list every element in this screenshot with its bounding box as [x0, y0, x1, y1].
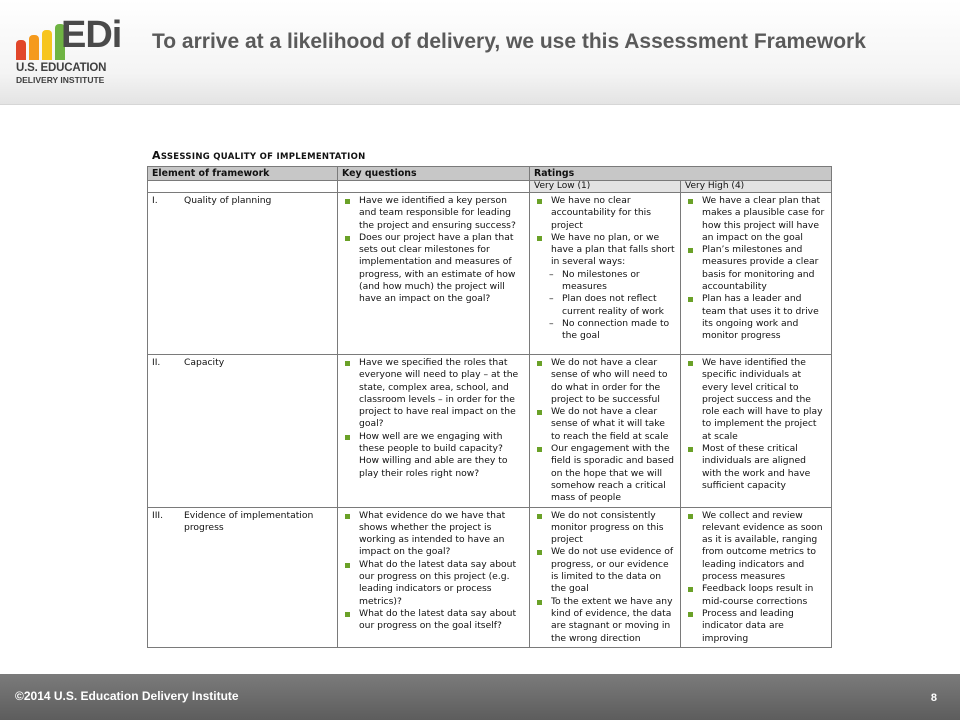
assessment-table	[147, 166, 832, 648]
questions-cell	[338, 355, 530, 508]
very-low-cell	[530, 507, 681, 647]
logo-subtitle-line2: DELIVERY INSTITUTE	[16, 75, 105, 85]
copyright-text: ©2014 U.S. Education Delivery Institute	[15, 689, 239, 703]
edi-logo	[16, 14, 122, 90]
bullet-item: What do the latest data say about our progress on the goal itself?	[342, 608, 525, 633]
slide-footer	[0, 674, 960, 720]
bullet-item: Process and leading indicator data are improving	[685, 608, 827, 645]
table-row	[148, 193, 832, 355]
table-row	[148, 507, 832, 647]
slide-header	[0, 0, 960, 105]
element-cell	[148, 193, 338, 355]
bullet-item: What do the latest data say about our progress on this project (e.g. leading indicators or process metrics)?	[342, 559, 525, 608]
page-number: 8	[930, 692, 937, 704]
document-heading: ASSESSING QUALITY OF IMPLEMENTATION	[152, 149, 366, 162]
header-key-questions: Key questions	[338, 167, 530, 181]
very-high-cell	[681, 355, 832, 508]
bullet-item: We have identified the specific individuals at every level critical to project success and the role each will have to play to implement the project at scale	[685, 357, 827, 443]
assessment-framework-document	[147, 146, 831, 648]
very-low-cell	[530, 355, 681, 508]
element-label: Evidence of implementation progress	[184, 509, 314, 533]
bullet-item: Have we identified a key person and team responsible for leading the project and ensuring success?	[342, 195, 525, 232]
bullet-item: We do not have a clear sense of who will need to do what in order for the project to be successful	[534, 357, 676, 406]
element-label: Quality of planning	[184, 195, 272, 206]
questions-cell	[338, 507, 530, 647]
bullet-item: We have no clear accountability for this project	[534, 195, 676, 232]
bullet-item: Most of these critical individuals are aligned with the work and have sufficient capacity	[685, 443, 827, 492]
bullet-item: Our engagement with the field is sporadic and based on the hope that we will somehow reach a critical mass of people	[534, 443, 676, 504]
bullet-item: We collect and review relevant evidence as soon as it is available, ranging from outcome metrics to leading indicators and process measures	[685, 510, 827, 584]
sub-bullet-item: – No connection made to the goal	[534, 318, 676, 343]
slide-title: To arrive at a likelihood of delivery, we use this Assessment Framework	[152, 30, 866, 53]
bullet-item: To the extent we have any kind of evidence, the data are stagnant or moving in the wrong direction	[534, 596, 676, 645]
table-header-row	[148, 167, 832, 181]
very-low-cell	[530, 193, 681, 355]
sub-bullet-item: – No milestones or measures	[534, 269, 676, 294]
table-row	[148, 355, 832, 508]
bullet-item: How well are we engaging with these people to build capacity? How willing and able are they to play their roles right now?	[342, 431, 525, 480]
bullet-item: Plan’s milestones and measures provide a clear basis for monitoring and accountability	[685, 244, 827, 293]
rating-subheader-row	[148, 181, 832, 193]
element-cell	[148, 507, 338, 647]
questions-cell	[338, 193, 530, 355]
element-number: I.	[152, 195, 158, 206]
bullet-item: We do not use evidence of progress, or our evidence is limited to the data on the goal	[534, 546, 676, 595]
bullet-item: What evidence do we have that shows whether the project is working as intended to have an impact on the goal?	[342, 510, 525, 559]
bullet-item: Have we specified the roles that everyone will need to play – at the state, complex area, school, and classroom levels – in order for the project to have real impact on the goal?	[342, 357, 525, 431]
rating-very-high-label: Very High (4)	[681, 181, 832, 193]
element-number: II.	[152, 357, 161, 368]
bullet-item: We have a clear plan that makes a plausible case for how this project will have an impact on the goal	[685, 195, 827, 244]
logo-subtitle-line1: U.S. EDUCATION	[16, 62, 107, 74]
bullet-item: Plan has a leader and team that uses it to drive its ongoing work and monitor progress	[685, 293, 827, 342]
bullet-item: We do not have a clear sense of what it will take to reach the field at scale	[534, 406, 676, 443]
element-number: III.	[152, 509, 164, 521]
bullet-item: We do not consistently monitor progress on this project	[534, 510, 676, 547]
very-high-cell	[681, 193, 832, 355]
sub-bullet-item: – Plan does not reflect current reality of work	[534, 293, 676, 318]
element-cell	[148, 355, 338, 508]
rating-very-low-label: Very Low (1)	[530, 181, 681, 193]
very-high-cell	[681, 507, 832, 647]
element-label: Capacity	[184, 357, 225, 368]
header-element: Element of framework	[148, 167, 338, 181]
bullet-item: We have no plan, or we have a plan that falls short in several ways:	[534, 232, 676, 269]
bullet-item: Feedback loops result in mid-course corrections	[685, 583, 827, 608]
logo-wordmark: EDi	[61, 14, 122, 56]
header-ratings: Ratings	[530, 167, 832, 181]
bullet-item: Does our project have a plan that sets out clear milestones for implementation and measures of progress, with an estimate of how (and how much) the project will have an impact on the goal?	[342, 232, 525, 306]
